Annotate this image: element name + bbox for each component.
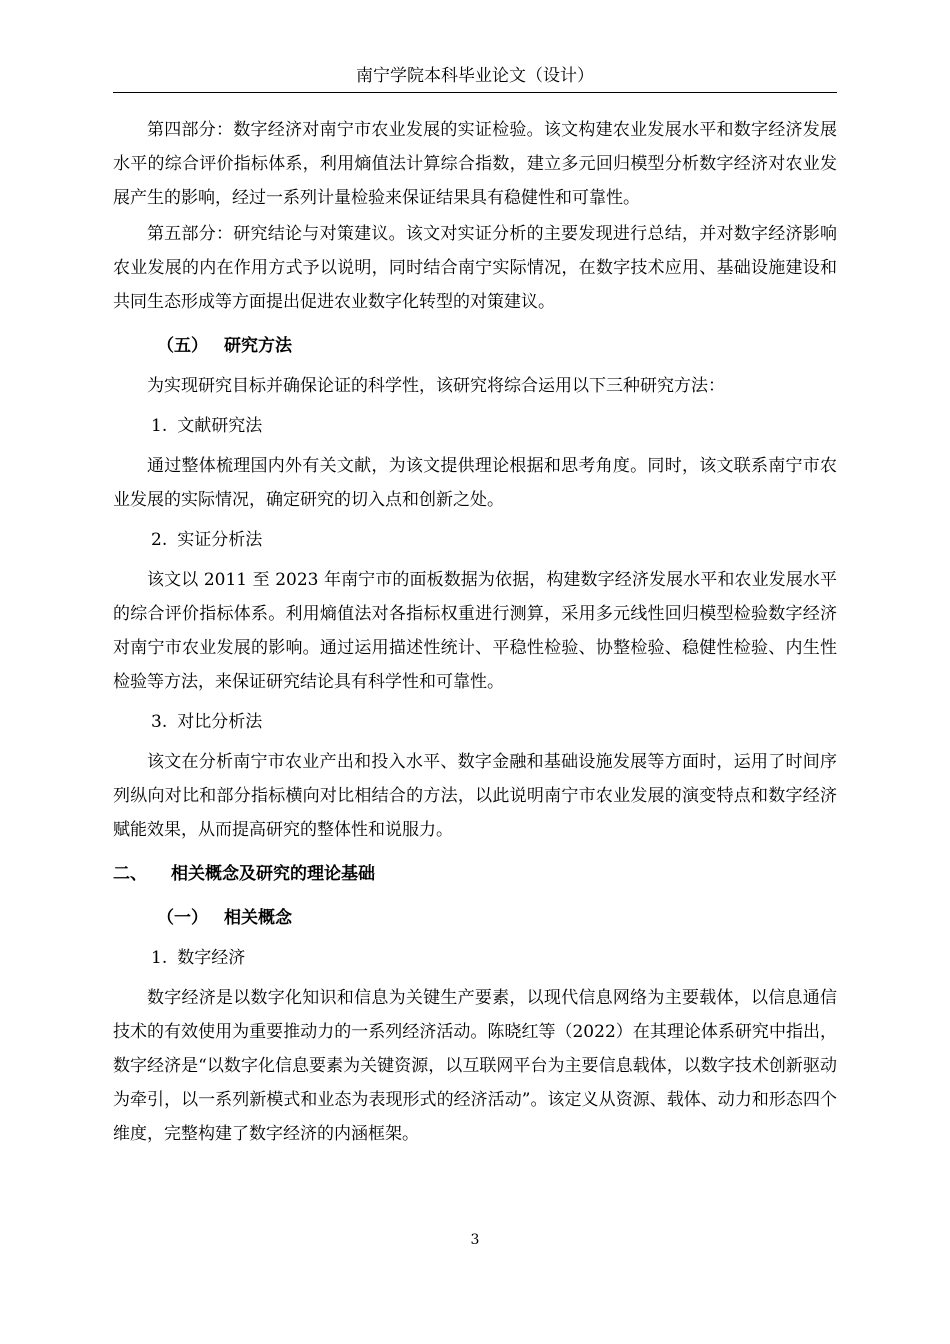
subheading-literature-method (113, 409, 837, 443)
header-rule (113, 92, 837, 93)
item-number: 3. (151, 712, 168, 732)
item-number: 1. (151, 948, 168, 968)
paragraph-comparative-method: 该文在分析南宁市农业产出和投入水平、数字金融和基础设施发展等方面时，运用了时间序列纵向对比和部分指标横向对比相结合的方法，以此说明南宁市农业发展的演变特点和数字经济赋能效果，从而提高研究的整体性和说服力。 (113, 752, 837, 840)
paragraph-literature-method: 通过整体梳理国内外有关文献，为该文提供理论根据和思考角度。同时，该文联系南宁市农业发展的实际情况，确定研究的切入点和创新之处。 (113, 456, 837, 510)
paragraph-part-five: 第五部分：研究结论与对策建议。该文对实证分析的主要发现进行总结，并对数字经济影响农业发展的内在作用方式予以说明，同时结合南宁实际情况，在数字技术应用、基础设施建设和共同生态形成等方面提出促进农业数字化转型的对策建议。 (113, 224, 837, 312)
section-title: 研究方法 (224, 336, 292, 356)
item-title: 对比分析法 (177, 712, 263, 732)
section-heading-research-methods (113, 329, 837, 363)
paragraph-methods-intro: 为实现研究目标并确保论证的科学性，该研究将综合运用以下三种研究方法： (147, 376, 725, 396)
section-heading-concepts (113, 901, 837, 935)
subheading-empirical-method (113, 523, 837, 557)
section-title: 相关概念 (224, 908, 292, 928)
item-number: 2. (151, 530, 168, 550)
chapter-number: 二、 (113, 864, 147, 884)
subheading-digital-economy (113, 941, 837, 975)
item-title: 实证分析法 (177, 530, 263, 550)
item-title: 文献研究法 (177, 416, 263, 436)
item-number: 1. (151, 416, 168, 436)
paragraph-part-four: 第四部分：数字经济对南宁市农业发展的实证检验。该文构建农业发展水平和数字经济发展水平的综合评价指标体系，利用熵值法计算综合指数，建立多元回归模型分析数字经济对农业发展产生的影响，经过一系列计量检验来保证结果具有稳健性和可靠性。 (113, 120, 837, 208)
chapter-heading-theory (113, 857, 837, 891)
paragraph-empirical-method: 该文以 2011 至 2023 年南宁市的面板数据为依据，构建数字经济发展水平和农业发展水平的综合评价指标体系。利用熵值法对各指标权重进行测算，采用多元线性回归模型检验数字经济对南宁市农业发展的影响。通过运用描述性统计、平稳性检验、协整检验、稳健性检验、内生性检验等方法，来保证研究结论具有科学性和可靠性。 (113, 570, 837, 692)
chapter-title: 相关概念及研究的理论基础 (171, 864, 375, 884)
subheading-comparative-method (113, 705, 837, 739)
page-header-title: 南宁学院本科毕业论文（设计） (356, 66, 594, 86)
paragraph-digital-economy-definition: 数字经济是以数字化知识和信息为关键生产要素，以现代信息网络为主要载体，以信息通信技术的有效使用为重要推动力的一系列经济活动。陈晓红等（2022）在其理论体系研究中指出，数字经济是“以数字化信息要素为关键资源，以互联网平台为主要信息载体，以数字技术创新驱动为牵引，以一系列新模式和业态为表现形式的经济活动”。该定义从资源、载体、动力和形态四个维度，完整构建了数字经济的内涵框架。 (113, 988, 837, 1144)
page-number: 3 (470, 1232, 480, 1248)
section-number: （五） (157, 336, 208, 356)
page-body (113, 113, 837, 1153)
section-number: （一） (157, 908, 208, 928)
item-title: 数字经济 (177, 948, 246, 968)
